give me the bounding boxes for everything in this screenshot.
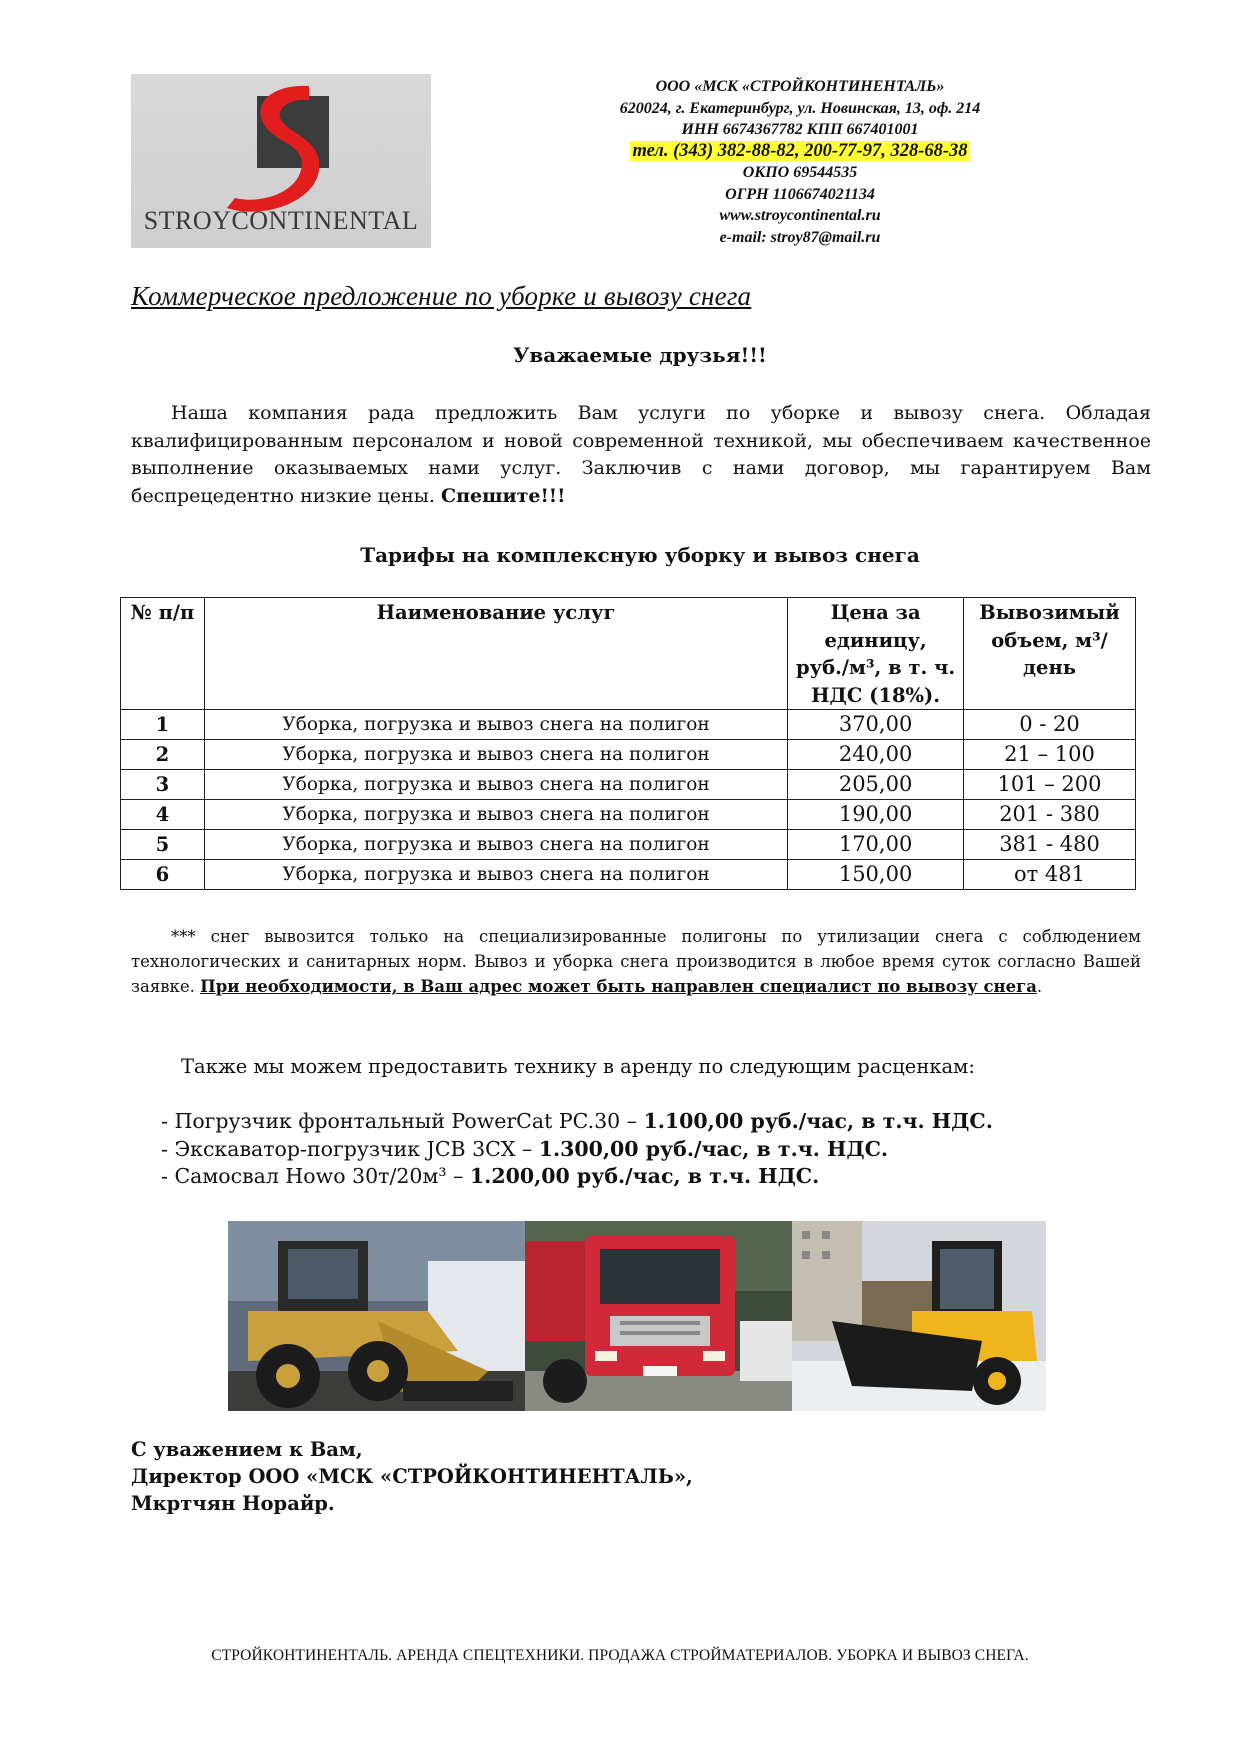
snow-disposal-note — [131, 924, 1141, 999]
row-num: 5 — [121, 830, 205, 860]
company-email[interactable]: e-mail: stroy87@mail.ru — [719, 228, 881, 246]
row-volume: 21 – 100 — [964, 740, 1136, 770]
row-num: 2 — [121, 740, 205, 770]
row-num: 4 — [121, 800, 205, 830]
header-price-line-2: руб./м³, в т. ч. — [796, 656, 956, 679]
header-price-line-3: НДС (18%). — [811, 683, 941, 707]
row-service: Уборка, погрузка и вывоз снега на полигон — [204, 830, 787, 860]
company-ogrn: ОГРН 1106674021134 — [725, 185, 875, 203]
rent-item-price: 1.200,00 руб./час, в т.ч. НДС. — [469, 1164, 820, 1188]
note-underlined: При необходимости, в Ваш адрес может быть направлен специалист по вывозу снега — [200, 977, 1037, 996]
company-okpo: ОКПО 69544535 — [742, 164, 858, 181]
row-price: 370,00 — [788, 710, 964, 740]
signature — [131, 1436, 693, 1517]
row-volume: 0 - 20 — [964, 710, 1136, 740]
row-num: 1 — [121, 710, 205, 740]
company-name: ООО «МСК «СТРОЙКОНТИНЕНТАЛЬ» — [655, 78, 945, 95]
rent-item-price: 1.100,00 руб./час, в т.ч. НДС. — [643, 1109, 993, 1133]
page-footer: СТРОЙКОНТИНЕНТАЛЬ. АРЕНДА СПЕЦТЕХНИКИ. ПРОДАЖА СТРОЙМАТЕРИАЛОВ. УБОРКА И ВЫВОЗ СНЕГА. — [211, 1647, 1029, 1664]
header-num: № п/п — [121, 598, 205, 710]
tariff-title: Тарифы на комплексную уборку и вывоз снега — [360, 543, 920, 567]
row-service: Уборка, погрузка и вывоз снега на полигон — [204, 710, 787, 740]
signature-line-3: Мкртчян Норайр. — [131, 1492, 335, 1515]
row-volume: 101 – 200 — [964, 770, 1136, 800]
company-phones-line — [560, 141, 1040, 163]
rent-item-name: - Самосвал Howo 30т/20м³ – — [161, 1164, 470, 1188]
row-volume: 201 - 380 — [964, 800, 1136, 830]
offer-title: Коммерческое предложение по уборке и вывозу снега — [131, 281, 752, 311]
note-text: *** снег вывозится только на специализированные полигоны по утилизации снега с соблюдением технологических и санитарных норм. Вывоз и уборка снега производится в любое время суток согласно Вашей заявке. — [131, 927, 1141, 996]
row-price: 205,00 — [788, 770, 964, 800]
row-price: 240,00 — [788, 740, 964, 770]
row-service: Уборка, погрузка и вывоз снега на полигон — [204, 860, 787, 890]
company-logo — [131, 74, 431, 248]
row-volume: от 481 — [964, 860, 1136, 890]
row-price: 190,00 — [788, 800, 964, 830]
rent-item-name: - Экскаватор-погрузчик JCB 3CX – — [161, 1136, 539, 1161]
logo-text: STROYCONTINENTAL — [143, 206, 419, 235]
row-price: 170,00 — [788, 830, 964, 860]
rent-intro: Также мы можем предоставить технику в аренду по следующим расценкам: — [181, 1055, 975, 1078]
company-address: 620024, г. Екатеринбург, ул. Новинская, 13, оф. 214 — [619, 99, 981, 117]
row-num: 3 — [121, 770, 205, 800]
row-volume: 381 - 480 — [964, 830, 1136, 860]
header-price-line-1: Цена за единицу, — [824, 601, 927, 652]
table-row — [121, 800, 1136, 830]
list-item — [161, 1108, 993, 1136]
table-row — [121, 710, 1136, 740]
greeting: Уважаемые друзья!!! — [513, 343, 767, 367]
intro-emphasis: Спешите!!! — [440, 484, 566, 507]
list-item — [161, 1163, 993, 1191]
intro-text: Наша компания рада предложить Вам услуги по уборке и вывозу снега. Обладая квалифицированным персоналом и новой современной техникой, мы обеспечиваем качественное выполнение оказываемых нами услуг. Заключив с нами договор, мы гарантируем Вам беспрецедентно низкие цены. — [131, 402, 1151, 507]
row-price: 150,00 — [788, 860, 964, 890]
header-volume: Вывозимый объем, м³/день — [964, 598, 1136, 710]
signature-line-1: С уважением к Вам, — [131, 1438, 363, 1461]
note-end: . — [1036, 977, 1043, 996]
table-row — [121, 740, 1136, 770]
company-website[interactable]: www.stroycontinental.ru — [719, 207, 881, 224]
list-item — [161, 1136, 993, 1164]
rent-item-name: - Погрузчик фронтальный PowerCat PC.30 – — [161, 1109, 644, 1133]
table-row — [121, 860, 1136, 890]
row-service: Уборка, погрузка и вывоз снега на полигон — [204, 770, 787, 800]
row-service: Уборка, погрузка и вывоз снега на полигон — [204, 800, 787, 830]
row-num: 6 — [121, 860, 205, 890]
equipment-photos — [228, 1221, 1046, 1411]
header-name: Наименование услуг — [204, 598, 787, 710]
signature-line-2: Директор ООО «МСК «СТРОЙКОНТИНЕНТАЛЬ», — [131, 1465, 693, 1488]
row-service: Уборка, погрузка и вывоз снега на полигон — [204, 740, 787, 770]
company-inn-kpp: ИНН 6674367782 КПП 667401001 — [681, 121, 919, 138]
intro-paragraph — [131, 400, 1151, 510]
table-header-row — [121, 598, 1136, 710]
tariff-table — [120, 597, 1136, 890]
table-row — [121, 770, 1136, 800]
backhoe-loader-photo — [792, 1221, 1046, 1411]
company-details — [560, 76, 1040, 248]
phone-label: тел. — [632, 140, 669, 161]
table-row — [121, 830, 1136, 860]
rent-list — [161, 1108, 993, 1191]
dump-truck-photo — [525, 1221, 792, 1411]
company-phones: (343) 382-88-82, 200-77-97, 328-68-38 — [673, 140, 968, 161]
header-price — [788, 598, 964, 710]
front-loader-photo — [228, 1221, 525, 1411]
rent-item-price: 1.300,00 руб./час, в т.ч. НДС. — [538, 1136, 889, 1161]
